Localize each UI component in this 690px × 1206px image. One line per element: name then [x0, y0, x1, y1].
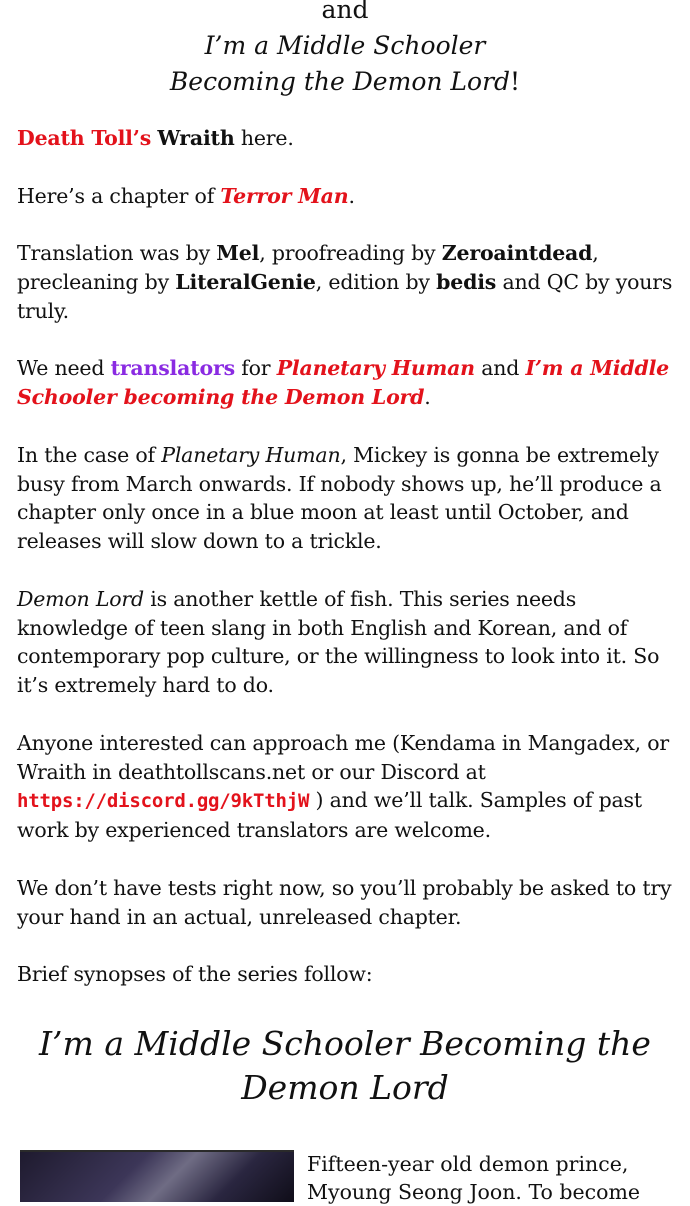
planetary-paragraph	[17, 441, 677, 556]
need-series-2: I’m a Middle Schooler becoming the Demon Lord	[17, 356, 670, 410]
header-title-line1: I’m a Middle Schooler	[204, 31, 486, 60]
credits-paragraph	[17, 239, 677, 325]
credit-translator: Mel	[216, 241, 260, 266]
demon-series: Demon Lord	[17, 586, 144, 611]
synopses-intro: Brief synopses of the series follow:	[17, 962, 373, 987]
credit-editor: bedis	[436, 269, 497, 294]
header-title-line2	[0, 64, 690, 100]
group-name: Death Toll’s	[17, 126, 152, 150]
need-text-2: for	[234, 356, 277, 381]
planetary-text-1: In the case of	[17, 442, 162, 467]
credit-proofreader: Zeroaintdead	[441, 241, 593, 266]
contact-paragraph	[17, 729, 677, 845]
need-text-3: and	[474, 356, 526, 381]
section-title	[0, 1022, 690, 1110]
credits-text-1: Translation was by	[17, 241, 217, 266]
header-title-block	[0, 0, 690, 100]
planetary-text-2: , Mickey is gonna be extremely busy from March onwards. If nobody shows up, he’ll produce a chapter only once in a blue moon at least until October, and releases will slow down to a trickle.	[17, 442, 662, 554]
tests-paragraph: We don’t have tests right now, so you’ll probably be asked to try your hand in an actual, unreleased chapter.	[17, 875, 672, 929]
intro-rest: here.	[234, 126, 294, 150]
credit-precleaner: LiteralGenie	[175, 269, 316, 294]
demon-text: is another kettle of fish. This series needs knowledge of teen slang in both English and Korean, and of contemporary pop culture, or the willingness to look into it. So it’s extremely hard to do.	[17, 586, 660, 698]
header-title-line2-text: Becoming the Demon Lord	[169, 67, 511, 96]
series-cover-image	[20, 1150, 294, 1202]
discord-link[interactable]: https://discord.gg/9kTthjW	[17, 790, 310, 813]
chapter-series: Terror Man	[220, 183, 349, 208]
header-and: and	[321, 0, 369, 24]
contact-text-1: Anyone interested can approach me (Kendama in Mangadex, or Wraith in deathtollscans.net or our Discord at	[17, 730, 669, 784]
credits-text-3: , precleaning by	[17, 241, 599, 294]
chapter-suffix: .	[348, 183, 355, 208]
need-text-1: We need	[17, 356, 111, 381]
demon-paragraph	[17, 585, 677, 700]
chapter-paragraph	[17, 182, 677, 211]
author-name: Wraith	[157, 126, 235, 150]
need-translators: translators	[110, 356, 235, 381]
intro-paragraph	[17, 124, 677, 153]
need-series-1: Planetary Human	[276, 356, 475, 381]
announcement-body	[17, 124, 677, 1018]
header-title-punct: !	[510, 67, 521, 96]
credits-text-5: and QC by yours truly.	[17, 269, 673, 323]
section-title-line1: I’m a Middle Schooler Becoming the	[39, 1024, 651, 1063]
need-text-4: .	[424, 385, 431, 410]
need-paragraph	[17, 354, 677, 412]
contact-text-2: ) and we’ll talk. Samples of past work by experienced translators are welcome.	[17, 788, 642, 843]
credits-text-4: , edition by	[315, 269, 437, 294]
planetary-series: Planetary Human	[161, 442, 341, 467]
synopsis-text: Fifteen-year old demon prince, Myoung Seong Joon. To become	[307, 1152, 641, 1204]
section-title-line2: Demon Lord	[241, 1068, 449, 1107]
credits-text-2: , proofreading by	[259, 241, 442, 266]
chapter-prefix: Here’s a chapter of	[17, 183, 221, 208]
